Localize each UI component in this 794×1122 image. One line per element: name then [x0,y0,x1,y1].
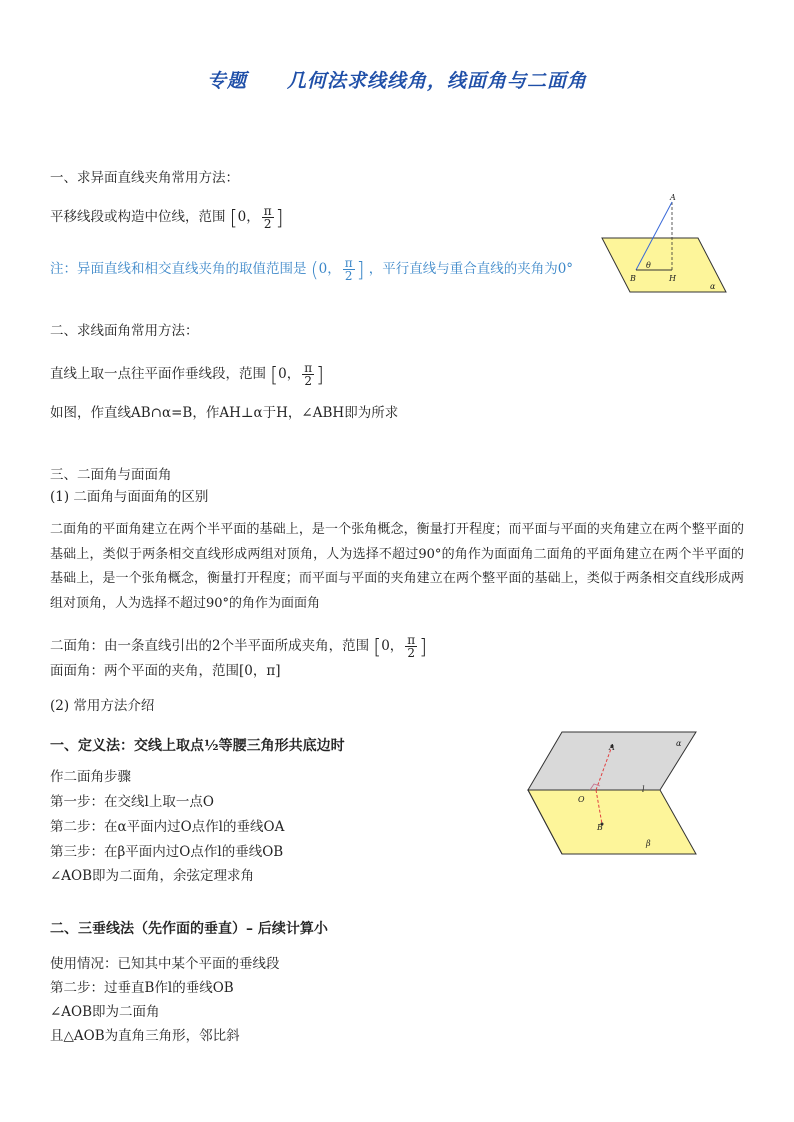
section2-heading: 二、求线面角常用方法： [50,323,199,339]
section1-heading: 一、求异面直线夹角常用方法： [50,170,239,186]
method1-conclusion: ∠AOB即为二面角，余弦定理求角 [50,868,255,884]
comparison-paragraph: 二面角的平面角建立在两个半平面的基础上，是一个张角概念，衡量打开程度；而平面与平面的夹角建立在两个整平面的基础上，类似于两条相交直线形成两组对顶角，人为选择不超过90°的角作为面面角二面角的平面角建立在两个半平面的基础上，是一个张角概念，衡量打开程度；而平面与平面的夹角建立在两个整平面的基础上，类似于两条相交直线形成两组对顶角，人为选择不超过90°的角作为面面角 [50,522,744,611]
method1-step1: 第一步：在交线l上取一点O [50,794,214,810]
page-title: 专题 几何法求线线角，线面角与二面角 [206,70,587,92]
dihedral-text: 二面角：由一条直线引出的2个半平面所成夹角，范围 [50,638,370,654]
dihedral-range-line [50,634,427,659]
range-0-pi2-closed-1: [0， $\frac{\pi}{2}$ ] [229,204,284,231]
planar-range-line: 面面角：两个平面的夹角，范围[0，π] [50,663,281,679]
section2-line2: 如图，作直线AB∩α=B，作AH⊥α于H，∠ABH即为所求 [50,405,399,421]
section1-note-tail: ，平行直线与重合直线的夹角为0° [368,261,574,277]
label-alpha: α [710,282,716,291]
figure-dihedral-angle [524,728,700,860]
method1-step3: 第三步：在β平面内过O点作l的垂线OB [50,844,284,860]
section3-heading: 三、二面角与面面角 [50,467,172,483]
section2-line1-text: 直线上取一点往平面作垂线段，范围 [50,366,266,382]
method2-step2: 第二步：过垂直B作l的垂线OB [50,980,234,996]
label-A: A [609,743,615,752]
method2-conclusion: ∠AOB即为二面角 [50,1004,160,1020]
label-O: O [578,795,585,804]
method1-steps-title: 作二面角步骤 [50,769,131,785]
method1-step2: 第二步：在α平面内过O点作l的垂线OA [50,819,285,835]
range-0-pi2-open: (0， $\frac{\pi}{2}$ ] [310,256,365,283]
section1-line1 [50,205,283,230]
label-theta: θ [646,261,651,270]
label-alpha: α [676,739,682,748]
method2-usage: 使用情况：已知其中某个平面的垂线段 [50,956,280,972]
label-B: B [597,823,603,832]
method2-heading: 二、三垂线法（先作面的垂直）– 后续计算小 [50,921,328,937]
label-beta: β [646,839,651,848]
range-0-pi2-closed-2: [0， $\frac{\pi}{2}$ ] [270,361,324,388]
range-0-pi2-closed-3: [0， $\frac{\pi}{2}$ ] [373,633,427,660]
section1-note [50,257,573,282]
figure-line-plane-angle [598,190,730,296]
label-A: A [670,193,676,202]
method1-heading: 一、定义法：交线上取点½等腰三角形共底边时 [50,738,345,754]
method2-extra: 且△AOB为直角三角形，邻比斜 [50,1028,240,1044]
label-B: B [630,274,636,283]
section1-line1-text: 平移线段或构造中位线，范围 [50,209,226,225]
section1-note-text: 注：异面直线和相交直线夹角的取值范围是 [50,261,307,277]
label-H: H [669,274,676,283]
section3-sub2: (2) 常用方法介绍 [50,698,155,714]
label-l: l [642,785,645,794]
section2-line1 [50,362,324,387]
section3-sub1: (1) 二面角与面面角的区别 [50,489,209,505]
